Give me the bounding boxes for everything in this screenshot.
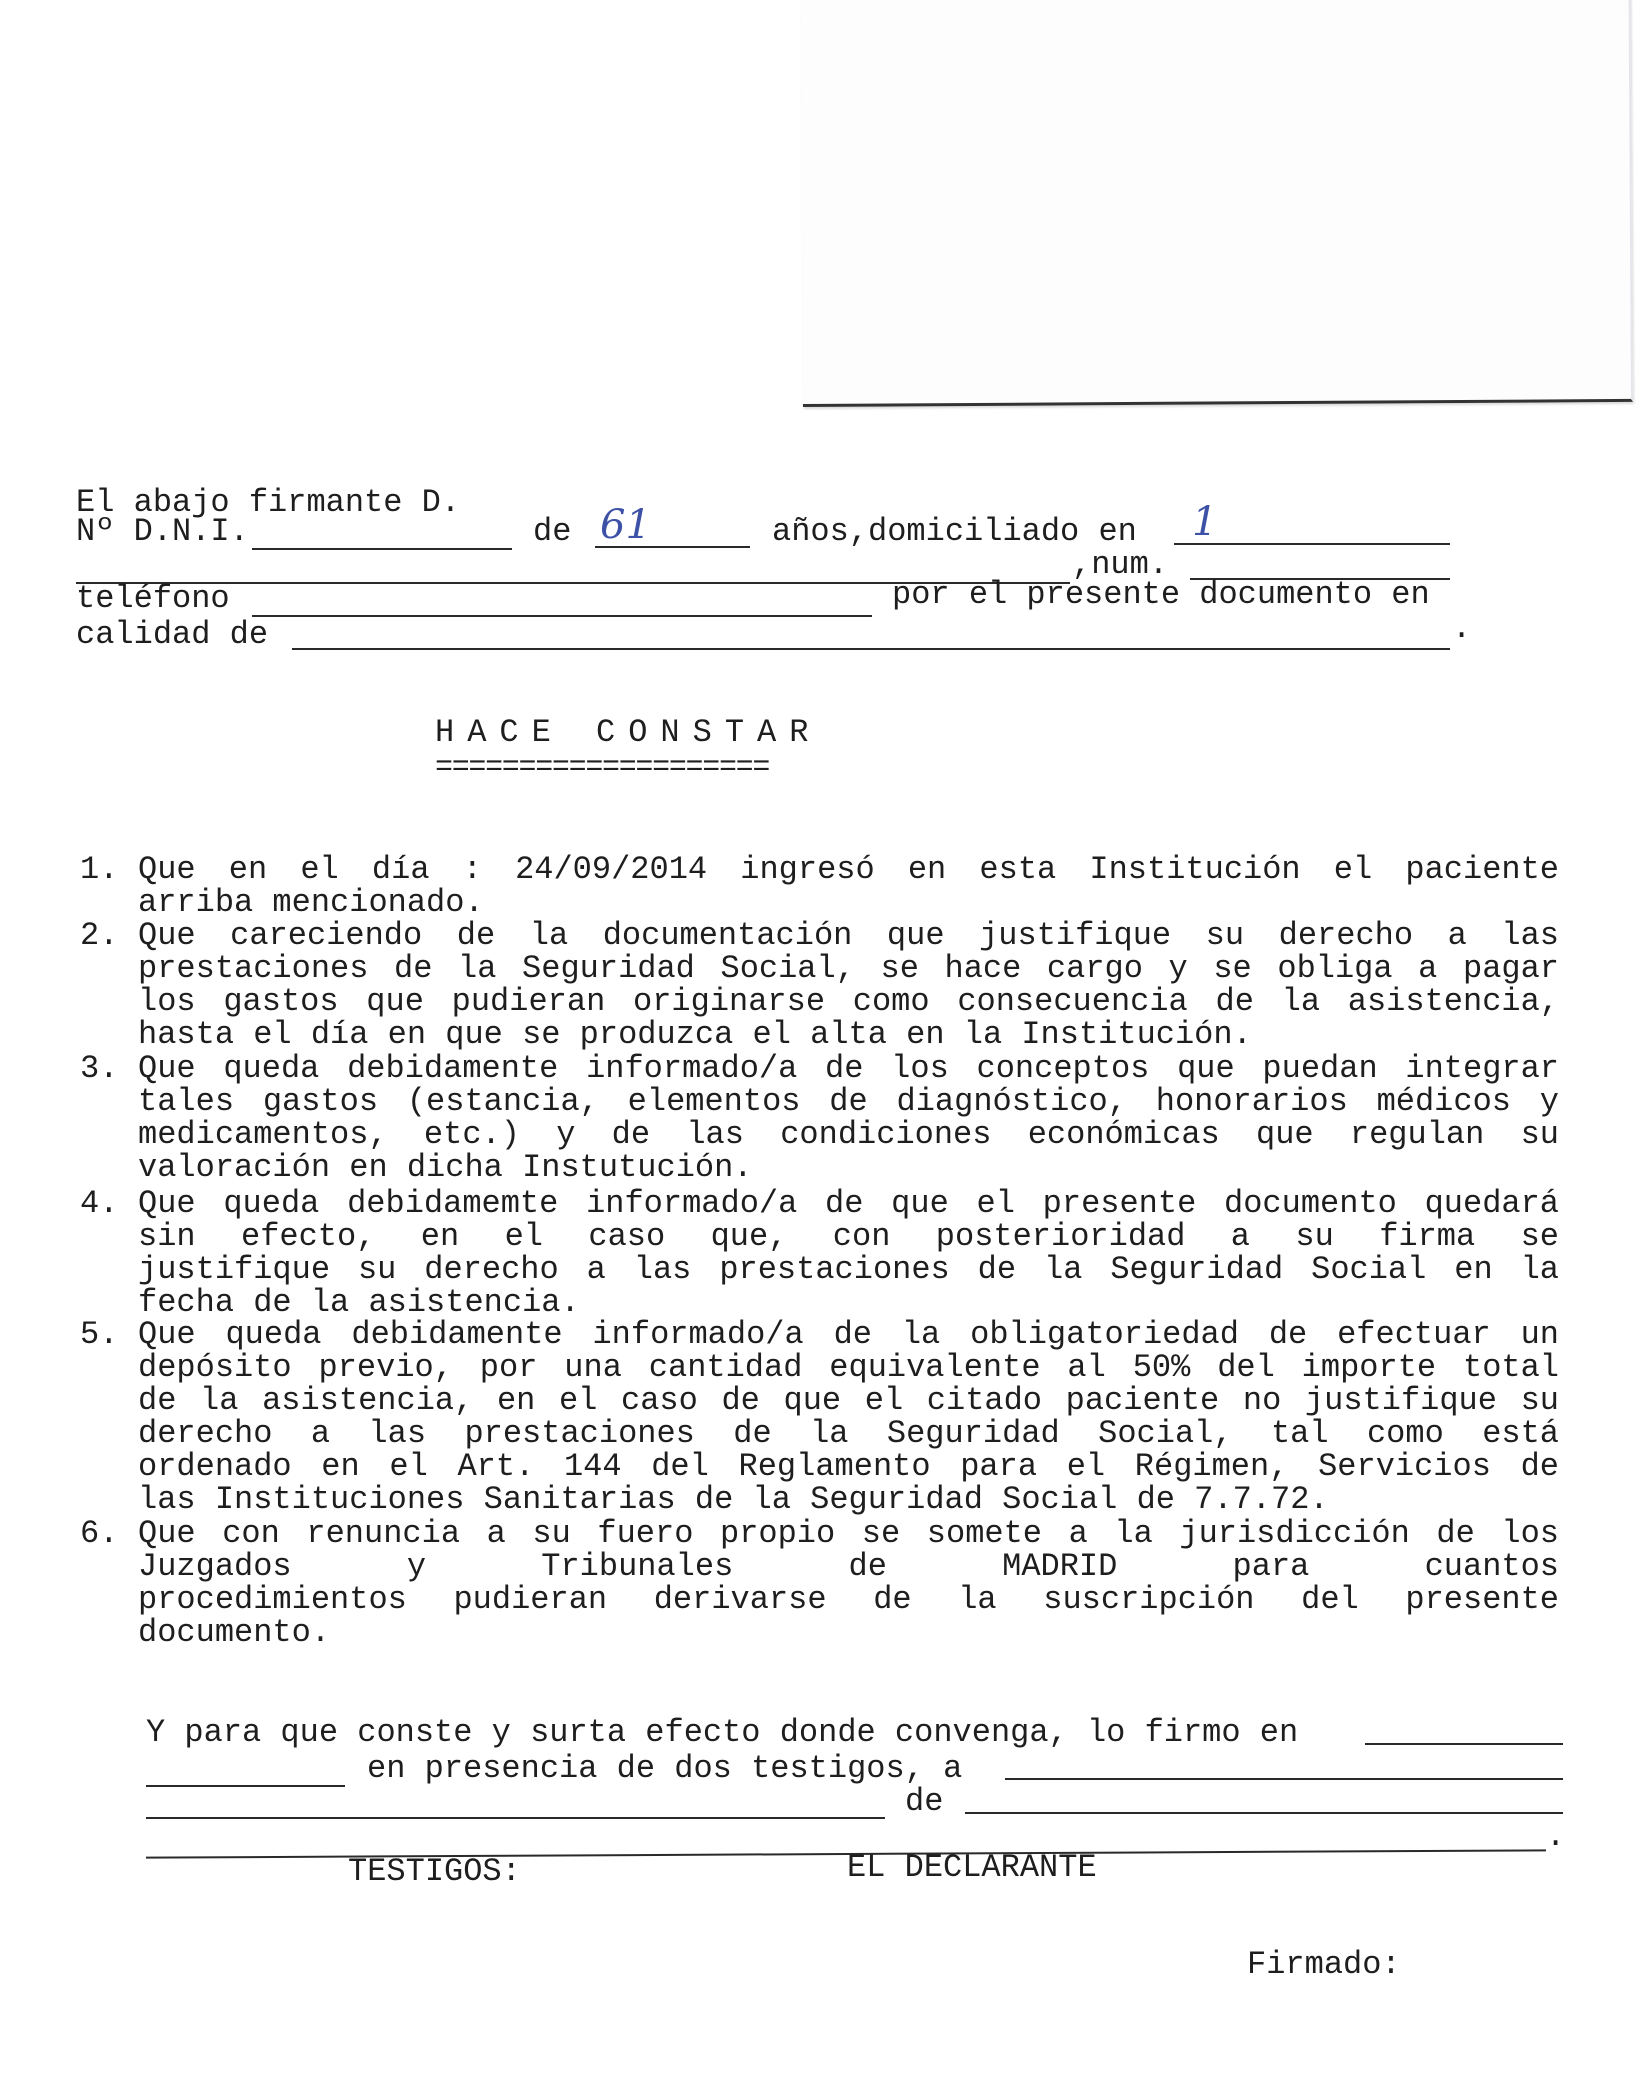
document-title: HACE CONSTAR: [435, 714, 822, 751]
clause-number: 6.: [80, 1515, 119, 1552]
clause-text-line: Que queda debidamente informado/a de los conceptos que puedan integrar: [138, 1050, 1559, 1087]
clause-text-line: justifique su derecho a las prestaciones de la Seguridad Social en la: [138, 1251, 1559, 1288]
calidad-period: .: [1452, 610, 1472, 647]
closing-line-2: en presencia de dos testigos, a: [367, 1750, 963, 1787]
testigos-label: TESTIGOS:: [348, 1853, 521, 1890]
num-label: ,num.: [1072, 546, 1169, 583]
age-de-label: de: [533, 513, 572, 550]
clause-text-line: de la asistencia, en el caso de que el citado paciente no justifique su: [138, 1382, 1559, 1419]
clause-number: 2.: [80, 917, 119, 954]
clause-number: 5.: [80, 1316, 119, 1353]
domicilio-value: 1: [1192, 499, 1218, 545]
clause-text-line: Que en el día : 24/09/2014 ingresó en esta Institución el paciente: [138, 851, 1559, 888]
clause-text-line: derecho a las prestaciones de la Seguridad Social, tal como está: [138, 1415, 1559, 1452]
clause-text-line: Que careciendo de la documentación que justifique su derecho a las: [138, 917, 1559, 954]
day-field-line: [1005, 1778, 1563, 1780]
place-field-line: [1365, 1743, 1563, 1745]
overlapping-paper-sheet: [800, 0, 1632, 407]
clause-text-line: procedimientos pudieran derivarse de la suscripción del presente: [138, 1581, 1559, 1618]
clause-text-line: Que queda debidamente informado/a de la obligatoriedad de efectuar un: [138, 1316, 1559, 1353]
clause-text-line: los gastos que pudieran originarse como consecuencia de la asistencia,: [138, 983, 1559, 1020]
presente-label: por el presente documento en: [892, 576, 1430, 613]
clause-text-line: arriba mencionado.: [138, 884, 484, 921]
telefono-label: teléfono: [76, 580, 230, 617]
calidad-field-line: [292, 648, 1450, 650]
clause-text-line: las Instituciones Sanitarias de la Seguridad Social de 7.7.72.: [138, 1481, 1329, 1518]
clause-text-line: hasta el día en que se produzca el alta en la Institución.: [138, 1016, 1252, 1053]
clause-number: 3.: [80, 1050, 119, 1087]
declarante-label: EL DECLARANTE: [847, 1849, 1097, 1886]
place-field-line-2: [146, 1785, 345, 1787]
clause-text-line: Juzgados y Tribunales de MADRID para cuantos: [138, 1548, 1559, 1585]
clause-number: 1.: [80, 851, 119, 888]
closing-line-1: Y para que conste y surta efecto donde convenga, lo firmo en: [146, 1714, 1299, 1751]
title-underline: ====================: [435, 751, 770, 785]
clause-text-line: fecha de la asistencia.: [138, 1284, 580, 1321]
clause-text-line: Que con renuncia a su fuero propio se somete a la jurisdicción de los: [138, 1515, 1559, 1552]
signer-label: El abajo firmante D.: [76, 484, 461, 521]
closing-period: .: [1546, 1818, 1566, 1855]
clause-text-line: tales gastos (estancia, elementos de diagnóstico, honorarios médicos y: [138, 1083, 1559, 1120]
year-field-line: [965, 1812, 1563, 1814]
clause-text-line: prestaciones de la Seguridad Social, se hace cargo y se obliga a pagar: [138, 950, 1559, 987]
dni-label: Nº D.N.I.: [76, 513, 249, 550]
clause-text-line: medicamentos, etc.) y de las condiciones económicas que regulan su: [138, 1116, 1559, 1153]
firmado-label: Firmado:: [1247, 1946, 1401, 1983]
age-value: 61: [600, 502, 651, 548]
clause-text-line: valoración en dicha Instutución.: [138, 1149, 753, 1186]
closing-de-label: de: [905, 1783, 944, 1820]
clause-text-line: Que queda debidamemte informado/a de que el presente documento quedará: [138, 1185, 1559, 1222]
clause-text-line: ordenado en el Art. 144 del Reglamento para el Régimen, Servicios de: [138, 1448, 1559, 1485]
clause-text-line: sin efecto, en el caso que, con posterioridad a su firma se: [138, 1218, 1559, 1255]
clause-number: 4.: [80, 1185, 119, 1222]
calidad-label: calidad de: [76, 616, 269, 653]
clause-text-line: depósito previo, por una cantidad equivalente al 50% del importe total: [138, 1349, 1559, 1386]
telefono-field-line: [252, 615, 872, 617]
clause-text-line: documento.: [138, 1614, 331, 1651]
month-field-line: [146, 1817, 885, 1819]
domicilio-label: años,domiciliado en: [772, 513, 1137, 550]
dni-field-line: [252, 548, 512, 550]
